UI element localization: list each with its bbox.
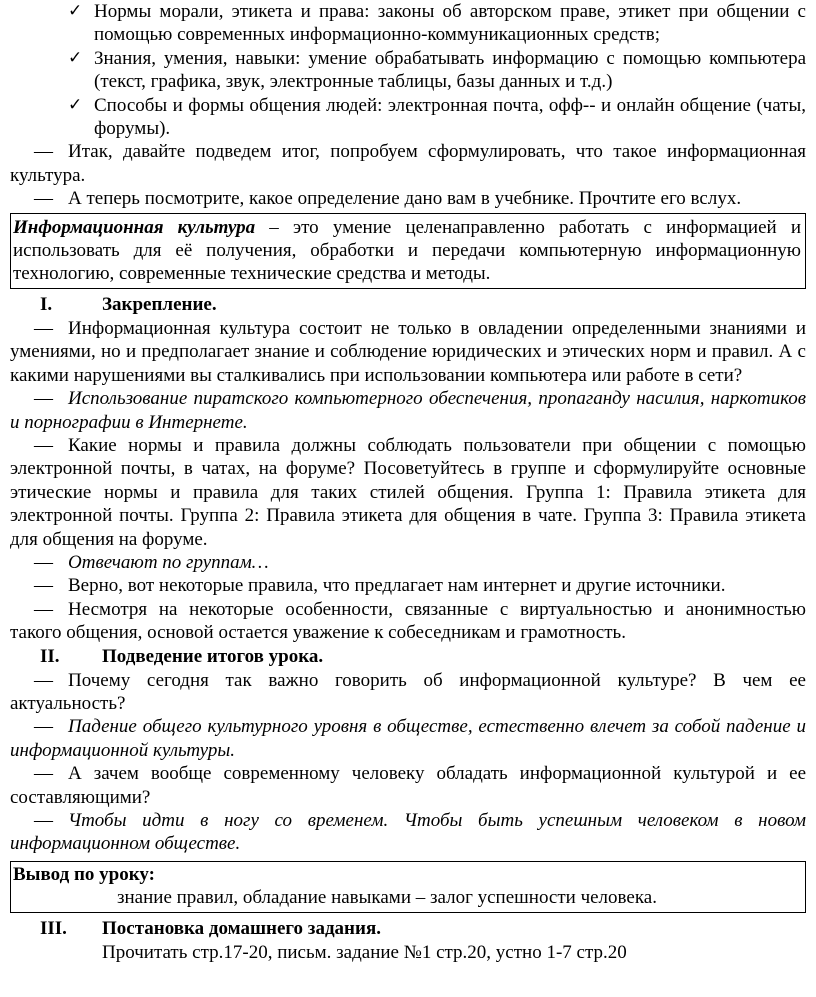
section-number: I. — [40, 293, 53, 315]
dash-mark: ― — [34, 551, 53, 573]
checkmark-icon: ✓ — [68, 47, 83, 68]
dash-mark: ― — [34, 669, 53, 691]
checkmark-icon: ✓ — [68, 94, 83, 115]
dialogue-text: Информационная культура состоит не только в овладении определенными знаниями и умениями, но и предполагает знание и соблюдение юридических и этических норм и правил. А с какими нарушениями вы сталкивались при использовании компьютера или работе в сети? — [10, 317, 806, 386]
section-title: Подведение итогов урока. — [102, 645, 324, 667]
dash-mark: ― — [34, 434, 53, 456]
dialogue-line — [10, 551, 806, 574]
dialogue-line — [10, 809, 806, 856]
dash-mark: ― — [34, 810, 53, 831]
dialogue-text: Верно, вот некоторые правила, что предлагает нам интернет и другие источники. — [68, 575, 726, 597]
dash-mark: ― — [34, 317, 53, 339]
section-title: Закрепление. — [102, 293, 217, 315]
section-heading — [10, 917, 806, 941]
dialogue-line — [10, 187, 806, 210]
dash-mark: ― — [34, 141, 53, 163]
dialogue-line — [10, 574, 806, 597]
dialogue-line — [10, 715, 806, 762]
bullet-list — [10, 0, 806, 140]
dialogue-text: Какие нормы и правила должны соблюдать пользователи при общении с помощью электронной почты, в чатах, на форуме? Посоветуйтесь в группе и сформулируйте основные этические нормы и правила для таких стилей общения. Группа 1: Правила этикета для электронной почты. Группа 2: Правила этикета для общения в чате. Группа 3: Правила этикета для общения на форуме. — [10, 434, 806, 550]
dialogue-line — [10, 598, 806, 645]
answer-text: Чтобы идти в ногу со временем. Чтобы быть успешным человеком в новом информационном обществе. — [10, 810, 806, 855]
dialogue-text: Почему сегодня так важно говорить об информационной культуре? В чем ее актуальность? — [10, 669, 806, 714]
definition-text: – это умение целенаправленно работать с информацией и использовать для её получения, обработки и передачи компьютерную информационную технологию, современные технические средства и методы. — [13, 216, 802, 285]
conclusion-title: Вывод по уроку: — [13, 863, 155, 885]
dialogue-line — [10, 669, 806, 716]
checkmark-icon: ✓ — [68, 1, 83, 21]
list-item — [10, 94, 806, 141]
definition-box — [10, 213, 806, 289]
conclusion-box — [10, 861, 806, 913]
answer-text: Отвечают по группам… — [68, 551, 269, 573]
answer-text: Падение общего культурного уровня в обществе, естественно влечет за собой падение и информационной культуры. — [10, 716, 806, 761]
document-page — [10, 0, 806, 964]
section-number: III. — [40, 917, 67, 939]
bullet-text: Знания, умения, навыки: умение обрабатывать информацию с помощью компьютера (текст, графика, звук, электронные таблицы, базы данных и т.д.) — [94, 47, 806, 93]
dialogue-text: А теперь посмотрите, какое определение дано вам в учебнике. Прочтите его вслух. — [68, 188, 742, 210]
dialogue-line — [10, 434, 806, 551]
dialogue-text: Несмотря на некоторые особенности, связанные с виртуальностью и анонимностью такого общения, основой остается уважение к собеседникам и грамотность. — [10, 598, 806, 644]
list-item — [10, 47, 806, 94]
dialogue-line — [10, 317, 806, 387]
list-item — [10, 0, 806, 47]
dash-mark: ― — [34, 716, 53, 738]
homework-text: Прочитать стр.17-20, письм. задание №1 стр.20, устно 1-7 стр.20 — [102, 941, 627, 963]
dialogue-line — [10, 140, 806, 187]
section-number: II. — [40, 645, 60, 667]
dialogue-line — [10, 387, 806, 434]
definition-term: Информационная культура — [13, 216, 256, 238]
dialogue-text: А зачем вообще современному человеку обладать информационной культурой и ее составляющими? — [10, 763, 806, 808]
section-heading — [10, 645, 806, 669]
dash-mark: ― — [34, 388, 53, 410]
conclusion-text: знание правил, обладание навыками – залог успешности человека. — [117, 887, 657, 909]
dash-mark: ― — [34, 575, 53, 597]
dash-mark: ― — [34, 598, 53, 620]
dialogue-line — [10, 762, 806, 809]
dash-mark: ― — [34, 763, 53, 785]
bullet-text: Нормы морали, этикета и права: законы об авторском праве, этикет при общении с помощью современных информационно-коммуникационных средств; — [94, 1, 806, 46]
answer-text: Использование пиратского компьютерного обеспечения, пропаганду насилия, наркотиков и порнографии в Интернете. — [10, 388, 806, 433]
section-title: Постановка домашнего задания. — [102, 917, 381, 939]
dash-mark: ― — [34, 188, 53, 210]
dialogue-text: Итак, давайте подведем итог, попробуем сформулировать, что такое информационная культура. — [10, 141, 806, 186]
section-heading — [10, 293, 806, 317]
bullet-text: Способы и формы общения людей: электронная почта, офф-- и онлайн общение (чаты, форумы). — [94, 94, 806, 140]
